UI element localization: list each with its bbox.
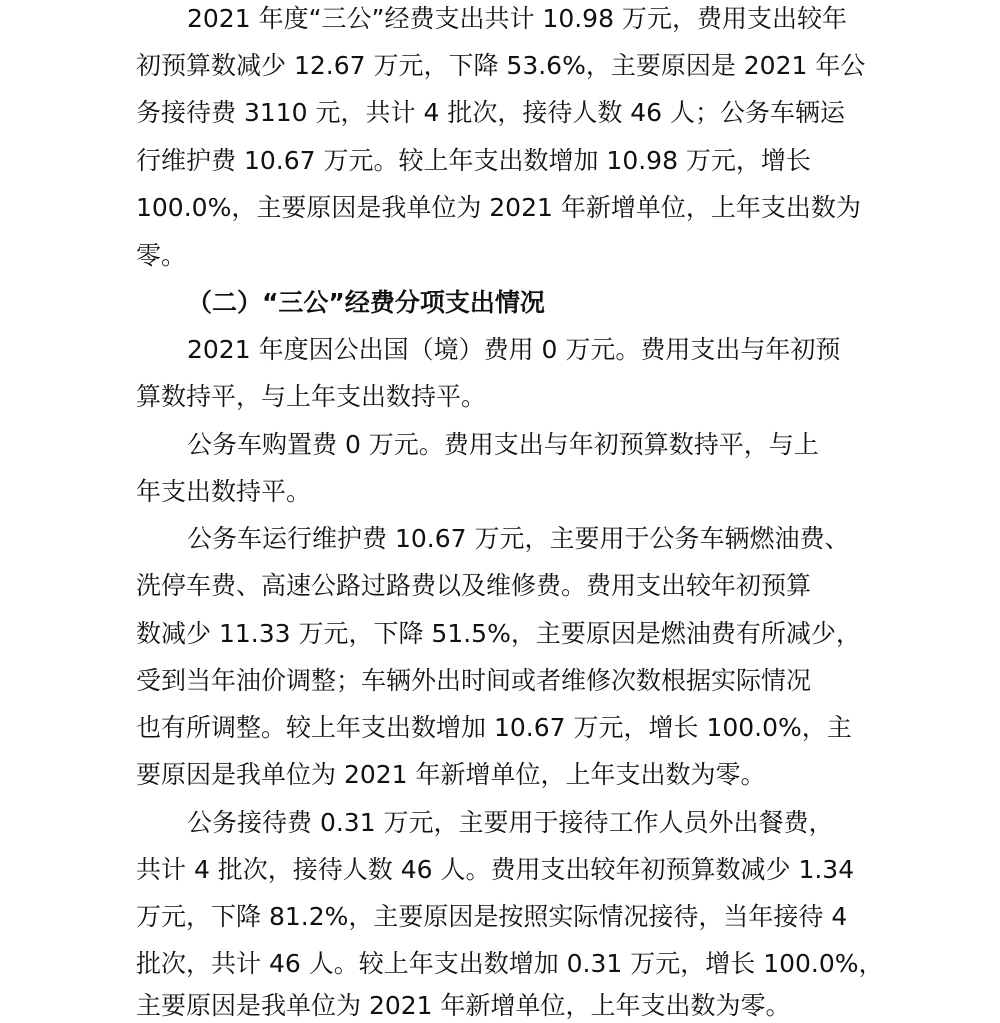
paragraph-1-line-6: 零。: [136, 241, 187, 270]
paragraph-3-line-2: 年支出数持平。: [136, 477, 312, 506]
paragraph-4-line-1: 公务车运行维护费 10.67 万元，主要用于公务车辆燃油费、: [187, 524, 850, 553]
paragraph-3-line-1: 公务车购置费 0 万元。费用支出与年初预算数持平，与上: [187, 430, 819, 459]
paragraph-1-line-5: 100.0%，主要原因是我单位为 2021 年新增单位，上年支出数为: [136, 193, 861, 222]
paragraph-4-line-2: 洗停车费、高速公路过路费以及维修费。费用支出较年初预算: [136, 571, 812, 600]
paragraph-2-line-2: 算数持平，与上年支出数持平。: [136, 382, 487, 411]
paragraph-1-line-3: 务接待费 3110 元，共计 4 批次，接待人数 46 人；公务车辆运: [136, 98, 846, 127]
paragraph-1-line-4: 行维护费 10.67 万元。较上年支出数增加 10.98 万元，增长: [136, 146, 811, 175]
paragraph-5-line-3: 万元，下降 81.2%，主要原因是按照实际情况接待，当年接待 4: [136, 902, 848, 931]
paragraph-4-line-4: 受到当年油价调整；车辆外出时间或者维修次数根据实际情况: [136, 666, 812, 695]
paragraph-1-line-1: 2021 年度“三公”经费支出共计 10.98 万元，费用支出较年: [187, 4, 847, 33]
paragraph-2-line-1: 2021 年度因公出国（境）费用 0 万元。费用支出与年初预: [187, 335, 841, 364]
paragraph-5-line-2: 共计 4 批次，接待人数 46 人。费用支出较年初预算数减少 1.34: [136, 855, 855, 884]
paragraph-4-line-3: 数减少 11.33 万元，下降 51.5%，主要原因是燃油费有所减少，: [136, 619, 861, 648]
paragraph-1-line-2: 初预算数减少 12.67 万元，下降 53.6%，主要原因是 2021 年公: [136, 51, 866, 80]
paragraph-5-line-5: 主要原因是我单位为 2021 年新增单位，上年支出数为零。: [136, 991, 791, 1020]
paragraph-4-line-6: 要原因是我单位为 2021 年新增单位，上年支出数为零。: [136, 760, 766, 789]
paragraph-4-line-5: 也有所调整。较上年支出数增加 10.67 万元，增长 100.0%，主: [136, 713, 852, 742]
paragraph-5-line-4: 批次，共计 46 人。较上年支出数增加 0.31 万元，增长 100.0%，: [136, 949, 884, 978]
paragraph-5-line-1: 公务接待费 0.31 万元，主要用于接待工作人员外出餐费，: [187, 808, 834, 837]
section-heading: （二）“三公”经费分项支出情况: [187, 288, 545, 317]
